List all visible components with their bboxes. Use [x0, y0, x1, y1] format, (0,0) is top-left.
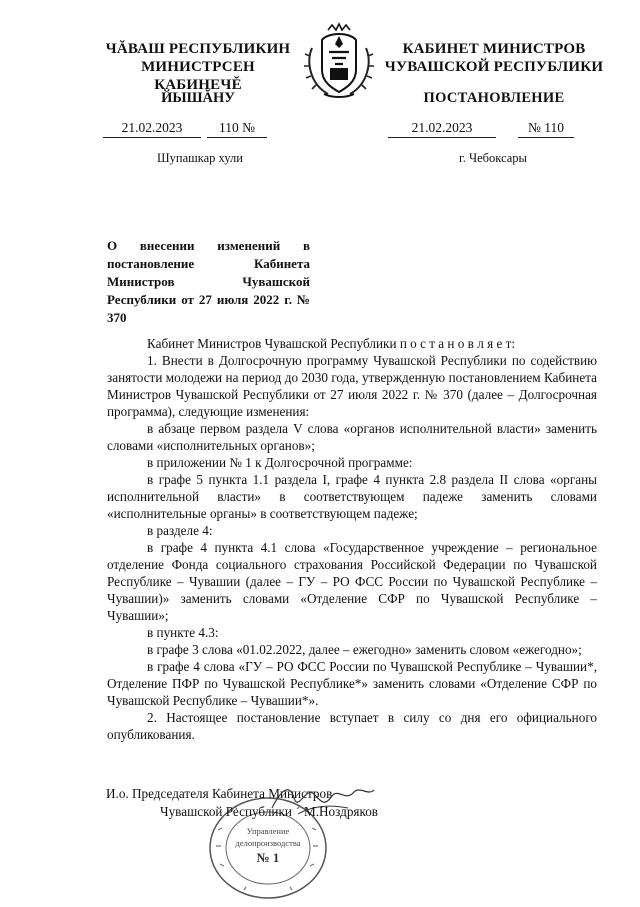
handwritten-signature	[268, 778, 378, 818]
document-subject: О внесении изменений в постановление Кабинета Министров Чувашской Республики от 27 июля 2022 г. № 370	[107, 238, 310, 325]
right-number: № 110	[518, 120, 574, 138]
place-left: Шупашкар хули	[157, 151, 243, 165]
body-paragraph: в приложении № 1 к Долгосрочной программе:	[147, 455, 413, 470]
doc-kind-left: ЙЫШĂНУ	[161, 90, 235, 106]
signatory-title-line1: И.о. Председателя Кабинета Министров	[106, 786, 333, 801]
coat-of-arms-emblem	[302, 22, 376, 100]
stamp-line3: № 1	[256, 850, 280, 865]
header-left-line2: МИНИСТРСЕН КАБИНЕЧĔ	[141, 59, 255, 93]
header-right-title	[384, 40, 604, 76]
right-date: 21.02.2023	[388, 120, 496, 138]
intro-verb: п о с т а н о в л я е т:	[399, 336, 516, 351]
intro-paragraph	[107, 335, 597, 352]
doc-kind-right: ПОСТАНОВЛЕНИЕ	[423, 90, 565, 106]
body-paragraph: 2. Настоящее постановление вступает в силу со дня его официального опубликования.	[107, 710, 597, 742]
signatory-title-line2: Чувашской Республики	[160, 804, 292, 819]
body-paragraph: в графе 3 слова «01.02.2022, далее – ежегодно» заменить словом «ежегодно»;	[147, 642, 582, 657]
stamp-line1: Управление	[246, 826, 290, 836]
left-date: 21.02.2023	[103, 120, 201, 138]
body-paragraph: в разделе 4:	[147, 523, 213, 538]
intro-text: Кабинет Министров Чувашской Республики	[147, 336, 400, 351]
body-paragraph: в графе 4 пункта 4.1 слова «Государственное учреждение – региональное отделение Фонда социального страхования Российской Федерации по Чувашской Республике – Чувашии (далее – ГУ – РО ФСС России по Чувашской Республике – Чувашии)» заменить словами «Отделение СФР по Чувашской Республике – Чувашии»;	[107, 540, 597, 623]
body-paragraph: в абзаце первом раздела V слова «органов исполнительной власти» заменить словами «исполнительных органов»;	[107, 421, 597, 453]
body-paragraph: 1. Внести в Долгосрочную программу Чувашской Республики по содействию занятости молодежи на период до 2030 года, утвержденную постановлением Кабинета Министров Чувашской Республики от 27 июля 2022 г. № 370 (далее – Долгосрочная программа), следующие изменения:	[107, 353, 597, 419]
stamp-line2: делопроизводства	[235, 838, 301, 848]
body-paragraph: в графе 4 слова «ГУ – РО ФСС России по Чувашской Республике – Чувашии*, Отделение ПФР по Чувашской Республике*» заменить словами «Отделение СФР по Чувашской Республике – Чувашии*».	[107, 659, 597, 708]
left-number: 110 №	[207, 120, 267, 138]
header-right-line1: КАБИНЕТ МИНИСТРОВ	[402, 41, 586, 57]
document-body	[107, 335, 597, 743]
place-right: г. Чебоксары	[459, 151, 527, 165]
header-right-line2: ЧУВАШСКОЙ РЕСПУБЛИКИ	[384, 59, 604, 75]
header-left-title	[100, 40, 296, 94]
body-paragraph: в пункте 4.3:	[147, 625, 219, 640]
signatory-name: М.Ноздряков	[304, 804, 379, 819]
header-left-line1: ЧĂВАШ РЕСПУБЛИКИН	[105, 41, 291, 57]
body-paragraph: в графе 5 пункта 1.1 раздела I, графе 4 пункта 2.8 раздела II слова «органы исполнительной власти» в соответствующем падеже заменить словами «исполнительные органы» в соответствующем падеже;	[107, 472, 597, 521]
